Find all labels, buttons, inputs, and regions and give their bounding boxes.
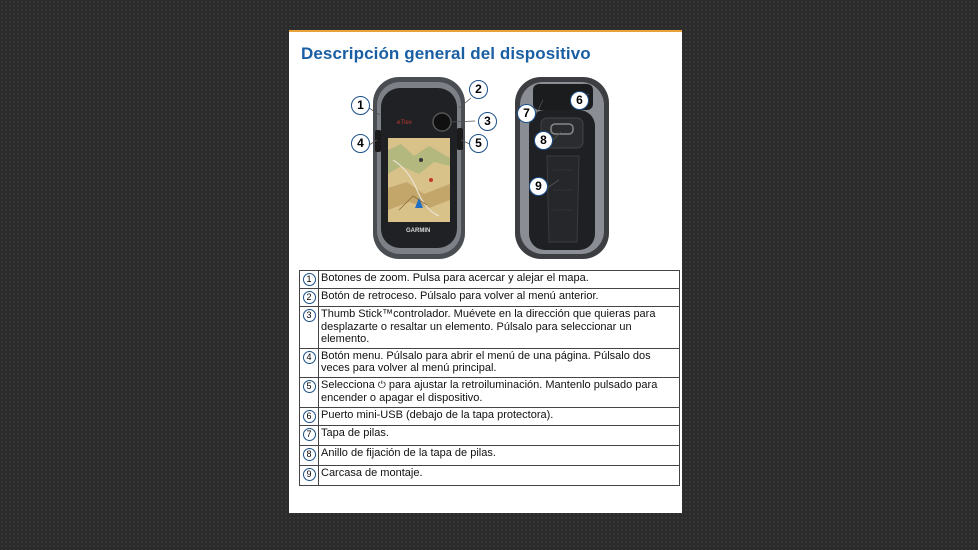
callout-5: 5: [469, 134, 488, 153]
legend-text: Thumb Stick™controlador. Muévete en la dirección que quieras para desplazarte o resaltar un elemento. Púlsalo para seleccionar un elemento.: [319, 307, 680, 349]
top-rule: [289, 30, 682, 32]
device-figure: [289, 70, 682, 295]
callout-9: 9: [529, 177, 548, 196]
legend-row: [300, 425, 680, 445]
legend-row: [300, 289, 680, 307]
legend-number: 2: [303, 291, 316, 304]
callout-3: 3: [478, 112, 497, 131]
legend-number: 8: [303, 448, 316, 461]
power-icon: ⏻: [377, 379, 386, 391]
legend-number: 3: [303, 309, 316, 322]
callout-1: 1: [351, 96, 370, 115]
callout-8: 8: [534, 131, 553, 150]
legend-text: Tapa de pilas.: [319, 425, 680, 445]
legend-text: Carcasa de montaje.: [319, 465, 680, 485]
legend-text: Anillo de fijación de la tapa de pilas.: [319, 445, 680, 465]
device-front: [373, 77, 465, 259]
legend-text: [319, 377, 680, 407]
callout-7: 7: [517, 104, 536, 123]
page-title: Descripción general del dispositivo: [301, 44, 591, 63]
manual-page: [289, 30, 682, 513]
legend-number: 5: [303, 380, 316, 393]
legend-number: 1: [303, 273, 316, 286]
legend-row: [300, 465, 680, 485]
legend-row: [300, 407, 680, 425]
legend-row: [300, 271, 680, 289]
legend-number: 4: [303, 351, 316, 364]
legend-row: [300, 348, 680, 377]
svg-text:GARMIN: GARMIN: [406, 228, 431, 234]
legend-row: [300, 377, 680, 407]
callout-4: 4: [351, 134, 370, 153]
legend-row: [300, 445, 680, 465]
callout-6: 6: [570, 91, 589, 110]
svg-text:eTrex: eTrex: [397, 120, 412, 126]
legend-row: [300, 307, 680, 349]
thumb-stick-icon: [433, 113, 451, 131]
legend-text-before: Selecciona: [321, 378, 375, 391]
legend-text: Puerto mini-USB (debajo de la tapa protectora).: [319, 407, 680, 425]
legend-text: Botón de retroceso. Púlsalo para volver al menú anterior.: [319, 289, 680, 307]
legend-text-after: para ajustar la retroiluminación. Mantenlo pulsado para encender o apagar el dispositivo.: [321, 378, 658, 404]
legend-number: 9: [303, 468, 316, 481]
legend-text: Botones de zoom. Pulsa para acercar y alejar el mapa.: [319, 271, 680, 289]
device-illustration: [289, 70, 682, 295]
callout-2: 2: [469, 80, 488, 99]
legend-text: Botón menu. Púlsalo para abrir el menú de una página. Púlsalo dos veces para volver al menú principal.: [319, 348, 680, 377]
legend-number: 7: [303, 428, 316, 441]
legend-table: [299, 270, 680, 486]
legend-number: 6: [303, 410, 316, 423]
